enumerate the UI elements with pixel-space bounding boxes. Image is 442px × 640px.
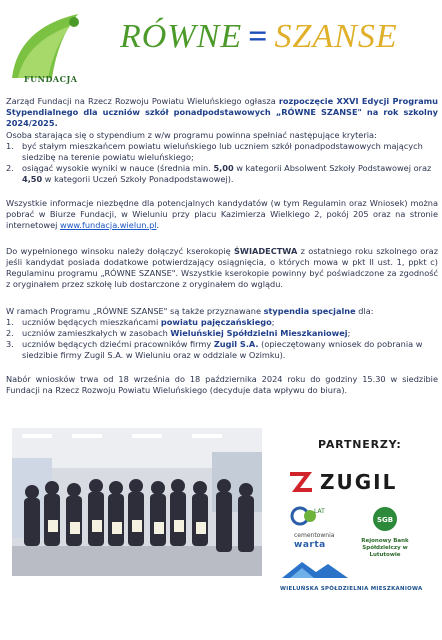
special-item-2: 2. uczniów zamieszkałych w zasobach Wieluńskiej Spółdzielni Mieszkaniowej; (6, 328, 351, 338)
svg-text:SGB: SGB (376, 516, 394, 524)
intro-highlight: rozpoczęcie XXVI Edycji Programu Stypendialnego dla uczniów szkół ponadpodstawowych „RÓWNE SZANSE" na rok szkolny 2024/2025. (6, 96, 439, 128)
special-item-3: 3. uczniów będących dziećmi pracowników firmy Zugil S.A. (opieczętowany wniosek do pobrania w siedzibie firmy Zugil S.A. w Wieluniu oraz w oddziale w Ozimku). (6, 339, 423, 360)
logo-label: FUNDACJA (24, 74, 78, 84)
partners-heading: PARTNERZY: (318, 438, 402, 451)
criteria-item-2: 2. osiągać wysokie wyniki w nauce (średnia min. 5,00 w kategorii Absolwent Szkoły Podstawowej oraz 4,50 w kategorii Uczeń Szkoły Ponadpodstawowej). (6, 163, 432, 184)
page-title (120, 18, 398, 56)
sgb-logo (354, 506, 416, 559)
foundation-logo (8, 8, 92, 84)
title-rowne: RÓWNE (120, 18, 243, 55)
wsm-name: WIELUŃSKA SPÓŁDZIELNIA MIESZKANIOWA (280, 586, 423, 592)
title-szanse: SZANSE (274, 18, 398, 55)
title-equals: = (248, 18, 269, 55)
intro-lead: Zarząd Fundacji na Rzecz Rozwoju Powiatu Wieluńskiego ogłasza (6, 96, 279, 106)
website-link[interactable]: www.fundacja.wielun.pl (60, 220, 157, 230)
sgb-bank-name: Rejonowy Bank Spółdzielczy w Lututowie (361, 538, 409, 558)
zugil-mark-icon (288, 472, 314, 492)
warta-cement: cementownia (294, 532, 335, 539)
wsm-logo (280, 558, 430, 592)
warta-name: warta (294, 540, 326, 550)
info-paragraph: Wszystkie informacje niezbędne dla potencjalnych kandydatów (w tym Regulamin oraz Wniosek) można pobrać w Biurze Fundacji, w Wieluniu przy placu Kazimierza Wielkiego 2, pokój 205 oraz na stronie internetowej www.fundacja.wielun.pl. (6, 198, 438, 230)
attachments-paragraph: Do wypełnionego winsoku należy dołączyć kserokopię ŚWIADECTWA z ostatniego roku szkolnego oraz jeśli kandydat posiada dodatkowe potwierdzający osiągnięcia, o których mowa w pkt II ust. 1, ppkt c) Regulaminu programu „RÓWNE SZANSE". Wszystkie kserokopie powinny być poświadczone za zgodność z oryginałem przez szkołę lub dostarczone z oryginałem do wglądu. (6, 246, 438, 289)
deadline-paragraph: Nabór wniosków trwa od 18 września do 18 października 2024 roku do godziny 15.30 w siedzibie Fundacji na Rzecz Rozwoju Powiatu Wieluńskiego (decyduje data wpływu do biura). (6, 374, 438, 395)
sgb-mark-icon (370, 506, 400, 532)
criteria-section (6, 130, 438, 185)
special-scholarships-section (6, 306, 438, 361)
warta-logo (290, 504, 340, 550)
criteria-item-1: 1. być stałym mieszkańcem powiatu wieluńskiego lub uczniem szkół ponadpodstawowych mających siedzibę na terenie powiatu wieluńskiego; (6, 141, 423, 162)
criteria-heading: Osoba starająca się o stypendium z w/w programu powinna spełniać następujące kryteria: (6, 130, 377, 140)
zugil-name: ZUGIL (320, 470, 398, 494)
special-item-1: 1. uczniów będących mieszkańcami powiatu pajęczańskiego; (6, 317, 275, 327)
warta-lat: LAT (314, 508, 325, 515)
special-heading: W ramach Programu „RÓWNE SZANSE" są także przyznawane stypendia specjalne dla: (6, 306, 374, 316)
wsm-mark-icon (280, 558, 350, 580)
intro-paragraph (6, 96, 438, 129)
group-photo (12, 428, 262, 576)
zugil-logo (288, 470, 397, 494)
